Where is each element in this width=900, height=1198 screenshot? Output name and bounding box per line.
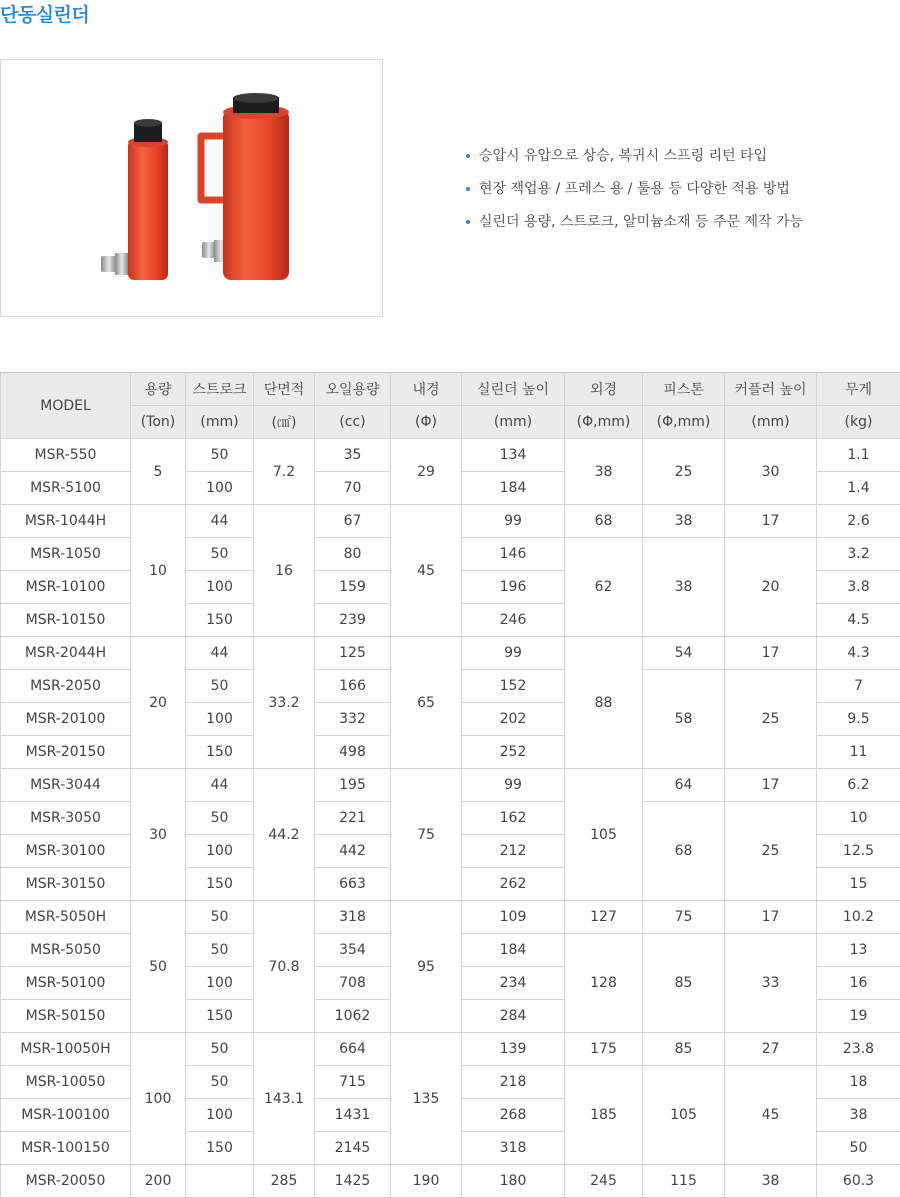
outer-diameter-cell: 62 [565,538,643,637]
height-cell: 180 [462,1165,565,1198]
header-cell: 외경 [565,373,643,406]
stroke-cell: 100 [186,835,254,868]
model-cell: MSR-10050 [1,1066,131,1099]
coupler-height-cell: 17 [725,637,817,670]
height-cell: 99 [462,769,565,802]
coupler-height-cell: 17 [725,769,817,802]
weight-cell: 38 [817,1099,900,1132]
piston-cell: 105 [643,1066,725,1165]
area-cell: 143.1 [254,1033,315,1165]
height-cell: 234 [462,967,565,1000]
cylinder-illustration [1,60,384,318]
header-cell: 오일용량 [315,373,391,406]
oil-cell: 80 [315,538,391,571]
model-cell: MSR-3044 [1,769,131,802]
bore-cell: 95 [391,901,462,1033]
table-row [1,505,900,538]
outer-diameter-cell: 175 [565,1033,643,1066]
stroke-cell: 44 [186,769,254,802]
weight-cell: 2.6 [817,505,900,538]
stroke-cell: 44 [186,505,254,538]
capacity-cell: 30 [131,769,186,901]
stroke-cell [186,1165,254,1198]
model-cell: MSR-10150 [1,604,131,637]
table-row [1,439,900,472]
bore-cell: 29 [391,439,462,505]
model-cell: MSR-20050 [1,1165,131,1198]
outer-diameter-cell: 88 [565,637,643,769]
weight-cell: 15 [817,868,900,901]
stroke-cell: 150 [186,736,254,769]
spec-table-body [1,439,900,1198]
height-cell: 202 [462,703,565,736]
piston-cell: 58 [643,670,725,769]
stroke-cell: 50 [186,934,254,967]
spec-table [0,372,900,1198]
height-cell: 184 [462,472,565,505]
height-cell: 162 [462,802,565,835]
height-cell: 212 [462,835,565,868]
weight-cell: 10 [817,802,900,835]
piston-cell: 25 [643,439,725,505]
model-cell: MSR-1044H [1,505,131,538]
oil-cell: 221 [315,802,391,835]
outer-diameter-cell: 245 [565,1165,643,1198]
weight-cell: 60.3 [817,1165,900,1198]
model-cell: MSR-20150 [1,736,131,769]
height-cell: 99 [462,505,565,538]
oil-cell: 498 [315,736,391,769]
model-cell: MSR-100100 [1,1099,131,1132]
oil-cell: 1425 [315,1165,391,1198]
model-cell: MSR-30150 [1,868,131,901]
feature-item: 현장 잭업용 / 프레스 용 / 툴용 등 다양한 적용 방법 [466,178,803,211]
page-title: 단동실린더 [0,4,90,26]
height-cell: 252 [462,736,565,769]
unit-row [1,406,900,439]
stroke-cell: 50 [186,670,254,703]
height-cell: 262 [462,868,565,901]
table-row [1,901,900,934]
unit-cell: (Ton) [131,406,186,439]
model-cell: MSR-3050 [1,802,131,835]
weight-cell: 4.3 [817,637,900,670]
oil-cell: 332 [315,703,391,736]
oil-cell: 354 [315,934,391,967]
model-cell: MSR-30100 [1,835,131,868]
piston-cell: 64 [643,769,725,802]
model-cell: MSR-5050 [1,934,131,967]
header-cell: MODEL [1,373,131,439]
stroke-cell: 100 [186,1099,254,1132]
weight-cell: 13 [817,934,900,967]
model-cell: MSR-5100 [1,472,131,505]
oil-cell: 159 [315,571,391,604]
capacity-cell: 10 [131,505,186,637]
stroke-cell: 150 [186,1000,254,1033]
oil-cell: 166 [315,670,391,703]
header-cell: 무게 [817,373,900,406]
bore-cell: 65 [391,637,462,769]
oil-cell: 125 [315,637,391,670]
oil-cell: 1431 [315,1099,391,1132]
header-cell: 용량 [131,373,186,406]
height-cell: 196 [462,571,565,604]
weight-cell: 50 [817,1132,900,1165]
oil-cell: 442 [315,835,391,868]
height-cell: 146 [462,538,565,571]
header-cell: 피스톤 [643,373,725,406]
height-cell: 184 [462,934,565,967]
model-cell: MSR-20100 [1,703,131,736]
unit-cell: (Φ,mm) [565,406,643,439]
coupler-height-cell: 33 [725,934,817,1033]
feature-item: 승압시 유압으로 상승, 복귀시 스프링 리턴 타입 [466,145,803,178]
model-cell: MSR-10100 [1,571,131,604]
area-cell: 16 [254,505,315,637]
unit-cell: (Φ,mm) [643,406,725,439]
area-cell: 70.8 [254,901,315,1033]
oil-cell: 715 [315,1066,391,1099]
table-row [1,637,900,670]
header-cell: 실린더 높이 [462,373,565,406]
coupler-height-cell: 38 [725,1165,817,1198]
model-cell: MSR-1050 [1,538,131,571]
height-cell: 284 [462,1000,565,1033]
stroke-cell: 100 [186,967,254,1000]
stroke-cell: 100 [186,472,254,505]
header-cell: 스트로크 [186,373,254,406]
header-row [1,373,900,406]
outer-diameter-cell: 185 [565,1066,643,1165]
header-cell: 커플러 높이 [725,373,817,406]
header-cell: 내경 [391,373,462,406]
model-cell: MSR-50150 [1,1000,131,1033]
product-photo [0,59,383,317]
feature-item: 실린더 용량, 스트로크, 알미늄소재 등 주문 제작 가능 [466,211,803,244]
weight-cell: 23.8 [817,1033,900,1066]
oil-cell: 664 [315,1033,391,1066]
outer-diameter-cell: 128 [565,934,643,1033]
bore-cell: 135 [391,1033,462,1165]
model-cell: MSR-10050H [1,1033,131,1066]
weight-cell: 7 [817,670,900,703]
piston-cell: 54 [643,637,725,670]
oil-cell: 67 [315,505,391,538]
stroke-cell: 50 [186,901,254,934]
model-cell: MSR-2044H [1,637,131,670]
outer-diameter-cell: 38 [565,439,643,505]
weight-cell: 10.2 [817,901,900,934]
piston-cell: 85 [643,934,725,1033]
height-cell: 318 [462,1132,565,1165]
stroke-cell: 50 [186,1033,254,1066]
unit-cell: (mm) [725,406,817,439]
coupler-height-cell: 17 [725,901,817,934]
weight-cell: 18 [817,1066,900,1099]
small-cylinder [101,119,168,280]
feature-list [466,145,803,244]
coupler-height-cell: 20 [725,538,817,637]
stroke-cell: 100 [186,571,254,604]
stroke-cell: 50 [186,802,254,835]
oil-cell: 70 [315,472,391,505]
model-cell: MSR-50100 [1,967,131,1000]
stroke-cell: 150 [186,604,254,637]
weight-cell: 12.5 [817,835,900,868]
unit-cell: (mm) [186,406,254,439]
stroke-cell: 150 [186,868,254,901]
table-row [1,1033,900,1066]
stroke-cell: 100 [186,703,254,736]
oil-cell: 35 [315,439,391,472]
oil-cell: 2145 [315,1132,391,1165]
stroke-cell: 50 [186,538,254,571]
oil-cell: 239 [315,604,391,637]
model-cell: MSR-2050 [1,670,131,703]
height-cell: 152 [462,670,565,703]
area-cell: 44.2 [254,769,315,901]
piston-cell: 38 [643,538,725,637]
weight-cell: 1.1 [817,439,900,472]
weight-cell: 9.5 [817,703,900,736]
stroke-cell: 50 [186,1066,254,1099]
model-cell: MSR-550 [1,439,131,472]
weight-cell: 3.2 [817,538,900,571]
weight-cell: 11 [817,736,900,769]
weight-cell: 16 [817,967,900,1000]
height-cell: 99 [462,637,565,670]
bore-cell: 190 [391,1165,462,1198]
weight-cell: 19 [817,1000,900,1033]
height-cell: 134 [462,439,565,472]
unit-cell: (㎠) [254,406,315,439]
oil-cell: 318 [315,901,391,934]
large-cylinder [201,93,289,280]
height-cell: 246 [462,604,565,637]
weight-cell: 6.2 [817,769,900,802]
area-cell: 7.2 [254,439,315,505]
stroke-cell: 44 [186,637,254,670]
coupler-height-cell: 45 [725,1066,817,1165]
oil-cell: 663 [315,868,391,901]
piston-cell: 115 [643,1165,725,1198]
stroke-cell: 50 [186,439,254,472]
stroke-cell: 150 [186,1132,254,1165]
header-cell: 단면적 [254,373,315,406]
area-cell: 33.2 [254,637,315,769]
height-cell: 139 [462,1033,565,1066]
piston-cell: 85 [643,1033,725,1066]
model-cell: MSR-5050H [1,901,131,934]
piston-cell: 75 [643,901,725,934]
weight-cell: 3.8 [817,571,900,604]
oil-cell: 195 [315,769,391,802]
oil-cell: 708 [315,967,391,1000]
coupler-height-cell: 17 [725,505,817,538]
weight-cell: 4.5 [817,604,900,637]
unit-cell: (Φ) [391,406,462,439]
area-cell: 285 [254,1165,315,1198]
bore-cell: 45 [391,505,462,637]
outer-diameter-cell: 68 [565,505,643,538]
unit-cell: (kg) [817,406,900,439]
table-row [1,769,900,802]
piston-cell: 68 [643,802,725,901]
height-cell: 109 [462,901,565,934]
height-cell: 218 [462,1066,565,1099]
table-row [1,1165,900,1198]
capacity-cell: 100 [131,1033,186,1165]
weight-cell: 1.4 [817,472,900,505]
unit-cell: (cc) [315,406,391,439]
coupler-height-cell: 25 [725,670,817,769]
bore-cell: 75 [391,769,462,901]
capacity-cell: 5 [131,439,186,505]
coupler-height-cell: 25 [725,802,817,901]
piston-cell: 38 [643,505,725,538]
coupler-height-cell: 30 [725,439,817,505]
capacity-cell: 200 [131,1165,186,1198]
capacity-cell: 20 [131,637,186,769]
height-cell: 268 [462,1099,565,1132]
unit-cell: (mm) [462,406,565,439]
model-cell: MSR-100150 [1,1132,131,1165]
outer-diameter-cell: 105 [565,769,643,901]
outer-diameter-cell: 127 [565,901,643,934]
oil-cell: 1062 [315,1000,391,1033]
capacity-cell: 50 [131,901,186,1033]
coupler-height-cell: 27 [725,1033,817,1066]
